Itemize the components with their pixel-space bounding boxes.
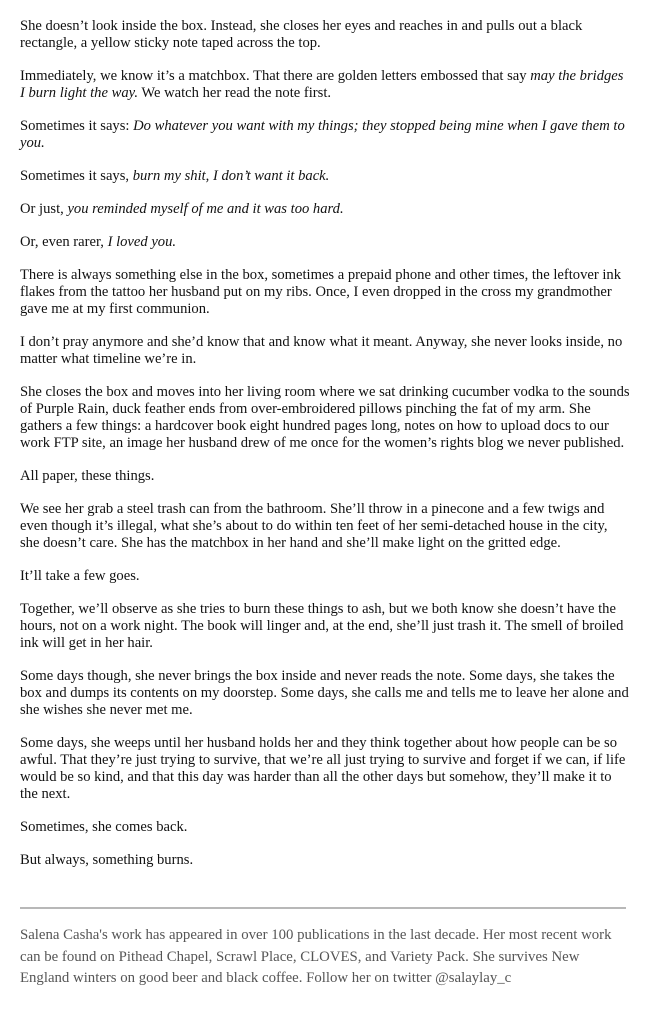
- story-paragraph: Together, we’ll observe as she tries to burn these things to ash, but we both know she doesn’t have the hours, not on a work night. The book will linger and, at the end, she’ll just trash it. The smell of broiled ink will get in her hair.: [20, 601, 624, 651]
- story-paragraph: But always, something burns.: [20, 852, 194, 868]
- italic-text: you reminded myself of me and it was too hard.: [67, 201, 344, 217]
- story-paragraph: [20, 201, 630, 218]
- story-paragraph: [20, 234, 630, 251]
- paragraph-text: Immediately, we know it’s a matchbox. That there are golden letters embossed that say: [20, 68, 531, 84]
- paragraph-text: Or just,: [20, 201, 68, 217]
- author-bio: Salena Casha's work has appeared in over 100 publications in the last decade. Her most recent work can be found on Pithead Chapel, Scrawl Place, CLOVES, and Variety Pack. She survives New England winters on good beer and black coffee. Follow her on twitter @salaylay_c: [20, 927, 612, 986]
- story-paragraph: There is always something else in the box, sometimes a prepaid phone and other times, the leftover ink flakes from the tattoo her husband put on my ribs. Once, I even dropped in the cross my grandmother gave me at my first communion.: [20, 267, 622, 317]
- paragraph-text: Or, even rarer,: [20, 234, 108, 250]
- paragraph-text: Sometimes it says:: [20, 118, 134, 134]
- story-paragraph: [20, 68, 630, 102]
- italic-text: Do whatever you want with my things; they stopped being mine when I gave them to you.: [20, 118, 625, 151]
- section-divider: [20, 907, 626, 909]
- story-paragraph: She closes the box and moves into her living room where we sat drinking cucumber vodka to the sounds of Purple Rain, duck feather ends from over-embroidered pillows pinching the fat of my arm. She gathers a few things: a hardcover book eight hundred pages long, notes on how to upload docs to our work FTP site, an image her husband drew of me once for the women’s rights blog we never published.: [20, 384, 630, 451]
- italic-text: may the bridges I burn light the way.: [20, 68, 624, 101]
- story-paragraph: All paper, these things.: [20, 468, 155, 484]
- italic-text: burn my shit, I don’t want it back.: [132, 168, 330, 184]
- paragraph-text: We watch her read the note first.: [137, 85, 332, 101]
- story-paragraph: Some days, she weeps until her husband holds her and they think together about how people can be so awful. That they’re just trying to survive, that we’re all just trying to survive and forget if we can, if life would be so kind, and that this day was harder than all the other days but somehow, they’ll make it to the next.: [20, 735, 626, 802]
- story-paragraph: She doesn’t look inside the box. Instead, she closes her eyes and reaches in and pulls out a black rectangle, a yellow sticky note taped across the top.: [20, 18, 583, 51]
- story-body: [20, 18, 630, 869]
- story-paragraph: Sometimes, she comes back.: [20, 819, 188, 835]
- italic-text: I loved you.: [107, 234, 177, 250]
- paragraph-text: Sometimes it says,: [20, 168, 133, 184]
- story-paragraph: Some days though, she never brings the box inside and never reads the note. Some days, she takes the box and dumps its contents on my doorstep. Some days, she calls me and tells me to leave her alone and she wishes she never met me.: [20, 668, 629, 718]
- story-paragraph: It’ll take a few goes.: [20, 568, 140, 584]
- story-paragraph: I don’t pray anymore and she’d know that and know what it meant. Anyway, she never looks inside, no matter what timeline we’re in.: [20, 334, 623, 367]
- story-paragraph: We see her grab a steel trash can from the bathroom. She’ll throw in a pinecone and a few twigs and even though it’s illegal, what she’s about to do within ten feet of her semi-detached house in the city, she doesn’t care. She has the matchbox in her hand and she’ll make light on the gritted edge.: [20, 501, 608, 551]
- story-paragraph: [20, 168, 630, 185]
- story-paragraph: [20, 118, 630, 152]
